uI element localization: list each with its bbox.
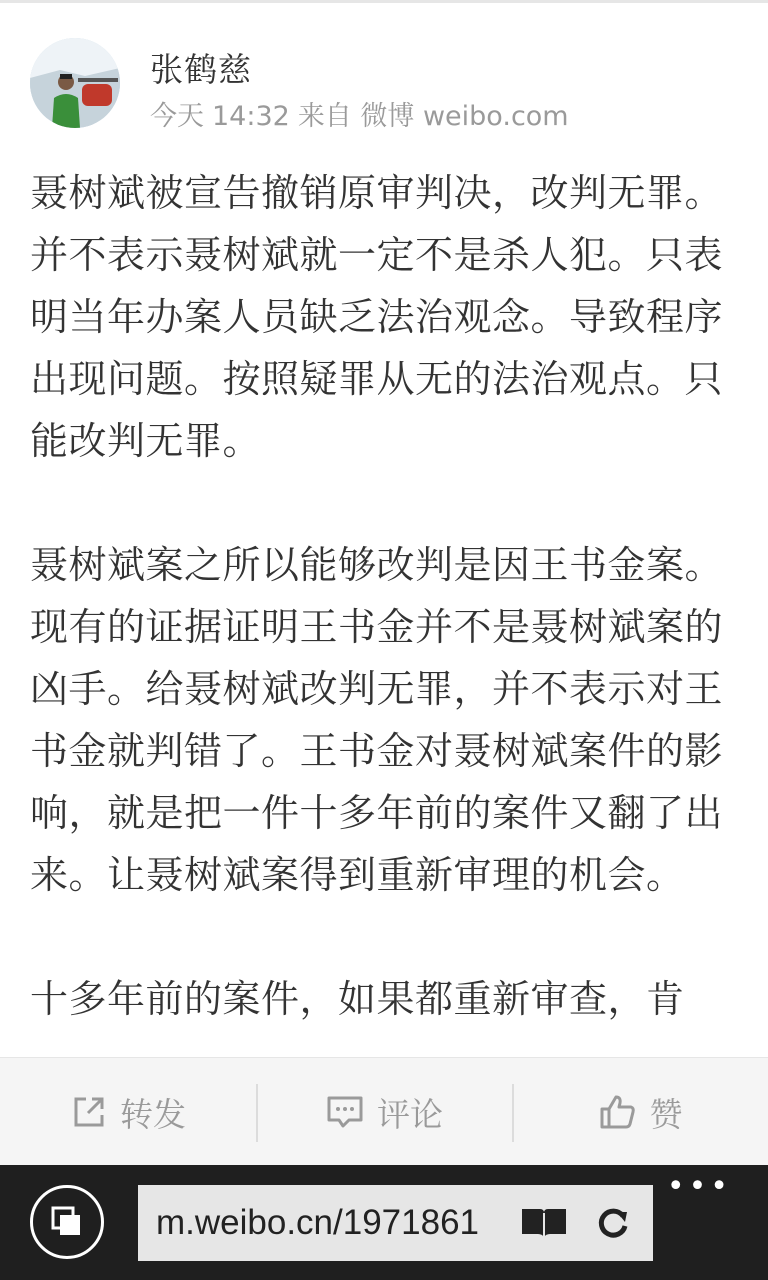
action-bar [0, 1057, 768, 1166]
post-meta [150, 94, 577, 133]
browser-bar [0, 1165, 768, 1280]
tabs-button[interactable] [30, 1185, 104, 1259]
url-text: m.weibo.cn/1971861 [156, 1203, 479, 1242]
post-content [30, 162, 730, 1060]
post-paragraph: 聂树斌被宣告撤销原审判决，改判无罪。并不表示聂树斌就一定不是杀人犯。只表明当年办案人员缺乏法治观念。导致程序出现问题。按照疑罪从无的法治观点。只能改判无罪。 [30, 171, 724, 463]
refresh-icon[interactable] [593, 1204, 633, 1244]
post-paragraph: 十多年前的案件，如果都重新审查，肯 [30, 977, 685, 1021]
repost-button[interactable] [0, 1058, 256, 1166]
like-button[interactable] [512, 1058, 768, 1166]
thumbs-up-icon [598, 1092, 638, 1132]
author-name[interactable]: 张鹤慈 [150, 50, 252, 89]
top-divider [0, 0, 768, 3]
like-label: 赞 [649, 1094, 683, 1134]
more-menu-button[interactable]: ••• [666, 1169, 732, 1204]
post-day: 今天 [150, 101, 204, 132]
post-paragraph: 聂树斌案之所以能够改判是因王书金案。现有的证据证明王书金并不是聂树斌案的凶手。给聂树斌改判无罪，并不表示对王书金就判错了。王书金对聂树斌案件的影响，就是把一件十多年前的案件又翻了出来。让聂树斌案得到重新审理的机会。 [30, 543, 724, 897]
avatar[interactable] [30, 38, 120, 128]
post-time: 14:32 [212, 101, 290, 132]
share-square-icon [70, 1093, 108, 1131]
comment-label: 评论 [377, 1094, 443, 1134]
tabs-icon [50, 1205, 84, 1239]
post-header [30, 38, 738, 130]
address-bar[interactable] [138, 1185, 653, 1261]
comment-bubble-icon [325, 1093, 365, 1131]
reading-view-icon[interactable] [518, 1205, 570, 1241]
repost-label: 转发 [120, 1094, 186, 1134]
post-source: 来自 微博 weibo.com [297, 101, 569, 132]
avatar-photo [30, 38, 120, 128]
comment-button[interactable] [256, 1058, 512, 1166]
